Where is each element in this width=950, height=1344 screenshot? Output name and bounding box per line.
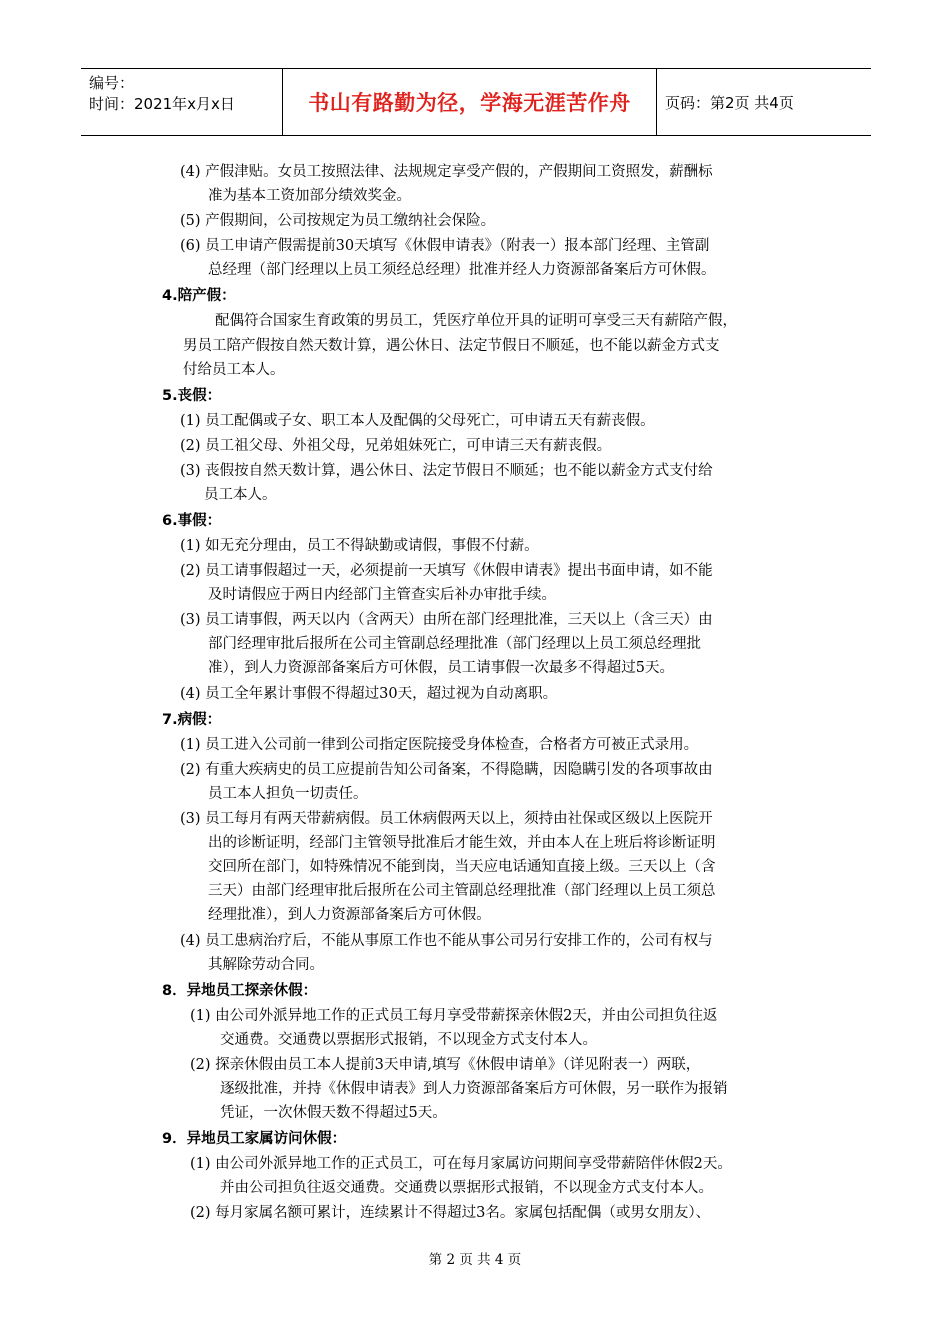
document-time: 时间：2021年x月x日 <box>89 95 235 113</box>
text-line: (6) 员工申请产假需提前30天填写《休假申请表》（附表一）报本部门经理、主管副 <box>180 238 710 254</box>
text-line: 付给员工本人。 <box>183 362 285 378</box>
text-line: (3) 员工每月有两天带薪病假。员工休病假两天以上，须持由社保或区级以上医院开 <box>180 811 713 827</box>
text-line: (4) 员工患病治疗后，不能从事原工作也不能从事公司另行安排工作的，公司有权与 <box>180 933 713 949</box>
page-header <box>81 68 871 136</box>
text-line: (1) 员工配偶或子女、职工本人及配偶的父母死亡，可申请五天有薪丧假。 <box>180 413 655 429</box>
text-line: (2) 每月家属名额可累计，连续累计不得超过3名。家属包括配偶（或男女朋友）、 <box>190 1205 711 1221</box>
text-line: (1) 员工进入公司前一律到公司指定医院接受身体检查，合格者方可被正式录用。 <box>180 737 699 753</box>
text-line: 出的诊断证明，经部门主管领导批准后才能生效，并由本人在上班后将诊断证明 <box>208 835 716 851</box>
header-motto-cell <box>283 69 657 135</box>
header-motto: 书山有路勤为径，学海无涯苦作舟 <box>308 91 631 115</box>
text-line: 及时请假应于两日内经部门主管查实后补办审批手续。 <box>208 587 556 603</box>
text-line: (1) 由公司外派异地工作的正式员工每月享受带薪探亲休假2天，并由公司担负往返 <box>190 1008 718 1024</box>
text-line: 并由公司担负往返交通费。交通费以票据形式报销，不以现金方式支付本人。 <box>220 1180 713 1196</box>
text-line: (2) 探亲休假由员工本人提前3天申请,填写《休假申请单》（详见附表一）两联， <box>190 1057 701 1073</box>
text-line: 准为基本工资加部分绩效奖金。 <box>208 188 411 204</box>
header-page-number: 页码：第2页 共4页 <box>665 93 794 112</box>
document-number: 编号： <box>89 74 135 92</box>
text-line: 三天）由部门经理审批后报所在公司主管副总经理批准（部门经理以上员工须总 <box>208 883 716 899</box>
text-line: 交通费。交通费以票据形式报销，不以现金方式支付本人。 <box>220 1032 597 1048</box>
text-line: 逐级批准，并持《休假申请表》到人力资源部备案后方可休假，另一联作为报销 <box>220 1081 728 1097</box>
text-line: 凭证，一次休假天数不得超过5天。 <box>220 1105 447 1121</box>
text-line: 准），到人力资源部备案后方可休假，员工请事假一次最多不得超过5天。 <box>208 660 674 676</box>
text-line: (5) 产假期间，公司按规定为员工缴纳社会保险。 <box>180 213 496 229</box>
section-heading: 9．异地员工家属访问休假： <box>162 1131 347 1147</box>
page-footer: 第 2 页 共 4 页 <box>428 1252 522 1268</box>
text-line: 员工本人。 <box>204 487 277 503</box>
section-heading: 6.事假： <box>162 513 222 529</box>
text-line: (1) 由公司外派异地工作的正式员工，可在每月家属访问期间享受带薪陪伴休假2天。 <box>190 1156 732 1172</box>
text-line: (4) 员工全年累计事假不得超过30天，超过视为自动离职。 <box>180 686 558 702</box>
text-line: (4) 产假津贴。女员工按照法律、法规规定享受产假的，产假期间工资照发，薪酬标 <box>180 164 713 180</box>
text-line: 配偶符合国家生育政策的男员工，凭医疗单位开具的证明可享受三天有薪陪产假， <box>215 313 737 329</box>
text-line: (3) 丧假按自然天数计算，遇公休日、法定节假日不顺延；也不能以薪金方式支付给 <box>180 463 713 479</box>
text-line: 部门经理审批后报所在公司主管副总经理批准（部门经理以上员工须总经理批 <box>208 636 701 652</box>
text-line: 员工本人担负一切责任。 <box>208 786 368 802</box>
header-meta <box>81 69 283 135</box>
text-line: 其解除劳动合同。 <box>208 957 324 973</box>
section-heading: 5.丧假： <box>162 388 222 404</box>
text-line: 经理批准），到人力资源部备案后方可休假。 <box>208 907 491 923</box>
text-line: (3) 员工请事假，两天以内（含两天）由所在部门经理批准，三天以上（含三天）由 <box>180 612 713 628</box>
text-line: 总经理（部门经理以上员工须经总经理）批准并经人力资源部备案后方可休假。 <box>208 262 716 278</box>
text-line: (2) 员工祖父母、外祖父母，兄弟姐妹死亡，可申请三天有薪丧假。 <box>180 438 612 454</box>
text-line: 交回所在部门，如特殊情况不能到岗，当天应电话通知直接上级。三天以上（含 <box>208 859 716 875</box>
section-heading: 8．异地员工探亲休假： <box>162 983 318 999</box>
text-line: (1) 如无充分理由，员工不得缺勤或请假，事假不付薪。 <box>180 538 539 554</box>
section-heading: 7.病假： <box>162 712 222 728</box>
text-line: 男员工陪产假按自然天数计算，遇公休日、法定节假日不顺延，也不能以薪金方式支 <box>183 338 720 354</box>
section-heading: 4.陪产假： <box>162 288 236 304</box>
text-line: (2) 有重大疾病史的员工应提前告知公司备案，不得隐瞒，因隐瞒引发的各项事故由 <box>180 762 713 778</box>
text-line: (2) 员工请事假超过一天，必须提前一天填写《休假申请表》提出书面申请，如不能 <box>180 563 713 579</box>
